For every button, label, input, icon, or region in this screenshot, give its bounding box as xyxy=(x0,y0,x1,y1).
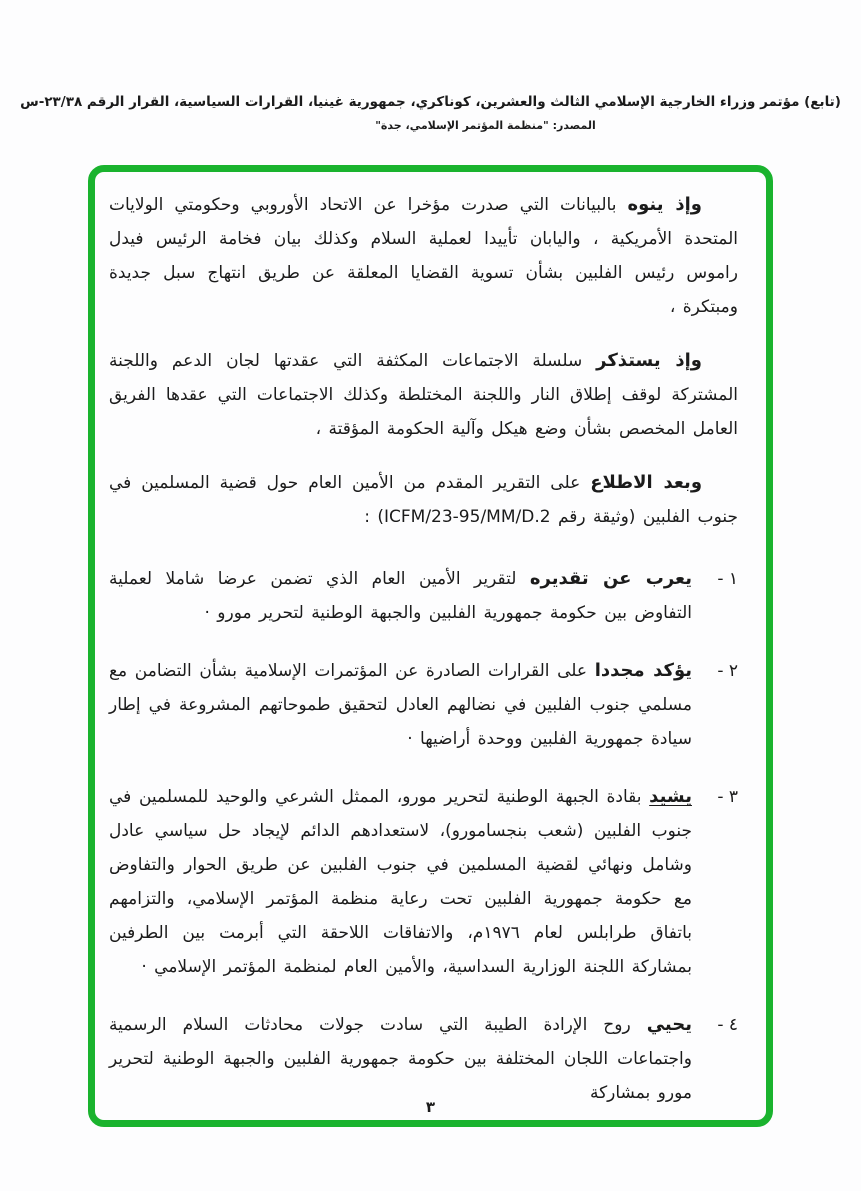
highlight-frame xyxy=(88,165,773,1127)
item-lead: يعرب عن تقديره xyxy=(529,568,692,589)
paragraph-preamble-1 xyxy=(109,188,738,324)
paragraph-text: على التقرير المقدم من الأمين العام حول قضية المسلمين في جنوب الفلبين (وثيقة رقم ICFM/23-95/MM/D.2) : xyxy=(109,473,738,527)
resolution-item-1 xyxy=(109,562,738,630)
header-title-line: (تابع) مؤتمر وزراء الخارجية الإسلامي الثالث والعشرين، كوناكري، جمهورية غينيا، القرارات السياسية، القرار الرقم ٢٣/٣٨-س xyxy=(20,94,841,110)
item-number: ٤ - xyxy=(717,1015,738,1035)
item-body: روح الإرادة الطيبة التي سادت جولات محادثات السلام الرسمية واجتماعات اللجان المختلفة بين حكومة جمهورية الفلبين والجبهة الوطنية لتحرير مورو بمشاركة xyxy=(109,1015,692,1103)
item-number: ٢ - xyxy=(717,661,738,681)
document-header xyxy=(0,94,861,132)
paragraph-text: بالبيانات التي صدرت مؤخرا عن الاتحاد الأوروبي وحكومتي الولايات المتحدة الأمريكية ، واليابان تأييدا لعملية السلام وكذلك بيان فخامة الرئيس فيدل راموس رئيس الفلبين بشأن تسوية القضايا المعلقة عن طريق انتهاج سبل جديدة ومبتكرة ، xyxy=(109,195,738,317)
paragraph-preamble-2 xyxy=(109,344,738,446)
item-lead: يحيي xyxy=(646,1014,692,1035)
item-lead: يؤكد مجددا xyxy=(594,660,692,681)
item-text xyxy=(109,1008,692,1110)
item-text xyxy=(109,654,692,756)
paragraph-text: سلسلة الاجتماعات المكثفة التي عقدتها لجان الدعم واللجنة المشتركة لوقف إطلاق النار واللجنة المختلطة وكذلك الاجتماعات التي عقدها الفريق العامل المخصص بشأن وضع هيكل وآلية الحكومة المؤقتة ، xyxy=(109,351,738,439)
resolution-item-2 xyxy=(109,654,738,756)
resolution-item-4 xyxy=(109,1008,738,1110)
item-body: بقادة الجبهة الوطنية لتحرير مورو، الممثل الشرعي والوحيد للمسلمين في جنوب الفلبين (شعب بنجسامورو)، لاستعدادهم الدائم لإيجاد حل سياسي عادل وشامل ونهائي لقضية المسلمين في جنوب الفلبين عن طريق الحوار والتفاوض مع حكومة جمهورية الفلبين تحت رعاية منظمة المؤتمر الإسلامي، والتزامهم باتفاق طرابلس لعام ١٩٧٦م، والاتفاقات اللاحقة التي أبرمت بين الطرفين بمشاركة اللجنة الوزارية السداسية، والأمين العام لمنظمة المؤتمر الإسلامي · xyxy=(109,787,693,977)
item-body: لتقرير الأمين العام الذي تضمن عرضا شاملا لعملية التفاوض بين حكومة جمهورية الفلبين والجبهة الوطنية لتحرير مورو · xyxy=(109,569,692,623)
item-number: ٣ - xyxy=(717,787,738,807)
paragraph-preamble-3 xyxy=(109,466,738,534)
item-text xyxy=(109,562,692,630)
item-number: ١ - xyxy=(717,569,738,589)
paragraph-lead: وإذ يستذكر xyxy=(596,350,702,371)
paragraph-lead: وإذ ينوه xyxy=(627,194,702,215)
item-lead: يشيد xyxy=(649,786,692,807)
paragraph-lead: وبعد الاطلاع xyxy=(590,472,703,493)
page-number: ٣ xyxy=(425,1098,436,1116)
item-body: على القرارات الصادرة عن المؤتمرات الإسلامية بشأن التضامن مع مسلمي جنوب الفلبين في نضالهم العادل لتحقيق طموحاتهم المشروعة في إطار سيادة جمهورية الفلبين ووحدة أراضيها · xyxy=(109,661,692,749)
header-source-line: المصدر: "منظمة المؤتمر الإسلامي، جدة" xyxy=(375,119,596,132)
resolution-item-3 xyxy=(109,780,738,984)
item-text xyxy=(109,780,692,984)
